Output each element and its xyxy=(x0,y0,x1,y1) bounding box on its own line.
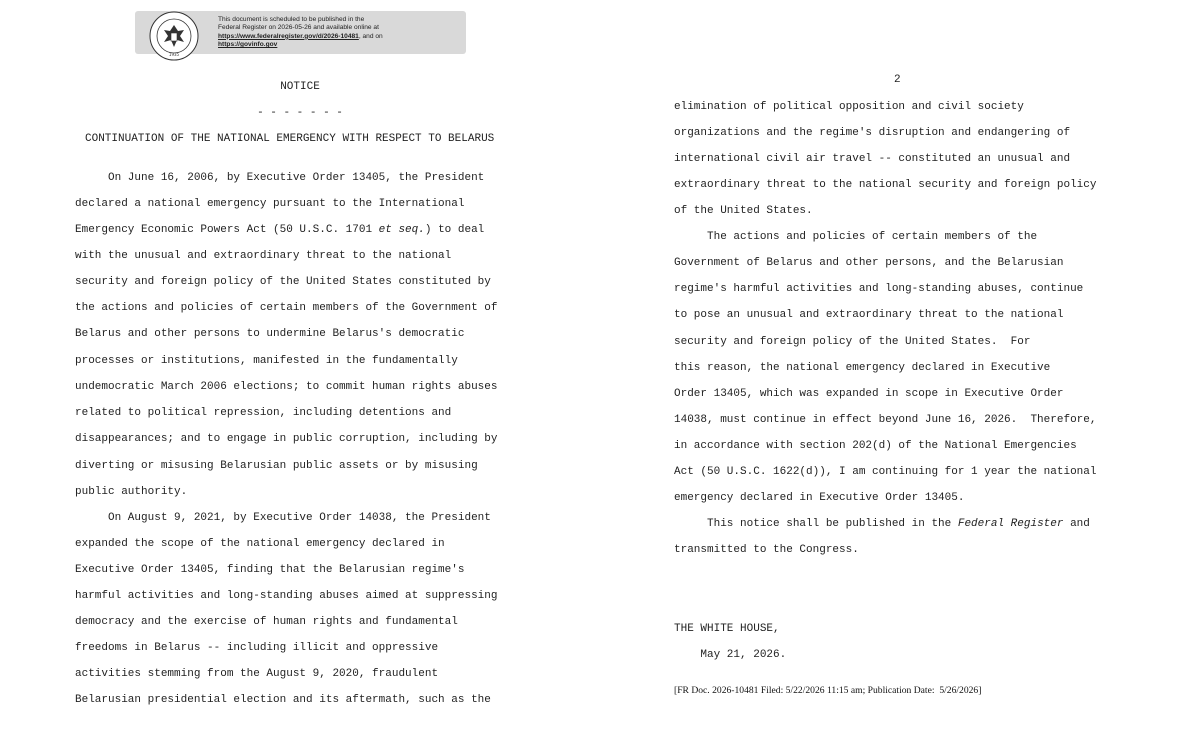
right-p2-line-1: The actions and policies of certain members of the xyxy=(674,231,1038,243)
federal-register-italic: Federal Register xyxy=(957,518,1064,530)
right-p1-line-1: elimination of political opposition and civil society xyxy=(674,101,1024,113)
seal-year: 1935 xyxy=(168,52,180,57)
notice-heading: NOTICE xyxy=(280,81,320,93)
left-p1-line-7: Belarus and other persons to undermine Belarus's democratic xyxy=(75,328,465,340)
right-p2-line-3: regime's harmful activities and long-standing abuses, continue xyxy=(674,283,1084,295)
banner-text xyxy=(218,16,458,50)
left-p1-line-3-a: Emergency Economic Powers Act (50 U.S.C. 1701 xyxy=(75,224,379,236)
right-p2-line-6: this reason, the national emergency declared in Executive xyxy=(674,362,1051,374)
right-p3-line-1-a: This notice shall be published in the xyxy=(674,518,958,530)
right-p2-line-11: emergency declared in Executive Order 13405. xyxy=(674,492,965,504)
signature-date: May 21, 2026. xyxy=(674,649,787,661)
right-p3-line-1-b: and xyxy=(1063,518,1090,530)
left-p2-line-3: Executive Order 13405, finding that the Belarusian regime's xyxy=(75,564,465,576)
left-p1-line-3 xyxy=(75,224,484,237)
left-p2-line-7: activities stemming from the August 9, 2020, fraudulent xyxy=(75,668,439,680)
federal-register-link[interactable]: https://www.federalregister.gov/d/2026-10481 xyxy=(218,32,359,40)
right-p2-line-2: Government of Belarus and other persons, and the Belarusian xyxy=(674,257,1064,269)
left-p1-line-6: the actions and policies of certain members of the Government of xyxy=(75,302,498,314)
banner-line-2: Federal Register on 2026-05-26 and available online at xyxy=(218,24,379,32)
right-p3-line-1 xyxy=(674,518,1090,531)
left-p1-line-10: related to political repression, including detentions and xyxy=(75,407,452,419)
left-p2-line-2: expanded the scope of the national emergency declared in xyxy=(75,538,445,550)
right-p2-line-8: 14038, must continue in effect beyond June 16, 2026. Therefore, xyxy=(674,414,1097,426)
left-p1-line-11: disappearances; and to engage in public corruption, including by xyxy=(75,433,498,445)
federal-register-seal-icon xyxy=(149,11,199,61)
banner-line-4 xyxy=(218,41,458,49)
left-p1-line-3-italic: et seq. xyxy=(378,224,425,236)
left-p2-line-8: Belarusian presidential election and its aftermath, such as the xyxy=(75,694,491,706)
document-title: CONTINUATION OF THE NATIONAL EMERGENCY WITH RESPECT TO BELARUS xyxy=(85,133,495,145)
fr-doc-footer: [FR Doc. 2026-10481 Filed: 5/22/2026 11:15 am; Publication Date: 5/26/2026] xyxy=(674,685,982,696)
right-p2-line-9: in accordance with section 202(d) of the National Emergencies xyxy=(674,440,1077,452)
right-p1-line-5: of the United States. xyxy=(674,205,813,217)
signature-place: THE WHITE HOUSE, xyxy=(674,623,780,635)
right-p1-line-3: international civil air travel -- constituted an unusual and xyxy=(674,153,1071,165)
publication-banner xyxy=(135,11,466,57)
left-p1-line-4: with the unusual and extraordinary threat to the national xyxy=(75,250,452,262)
left-p2-line-6: freedoms in Belarus -- including illicit and oppressive xyxy=(75,642,439,654)
left-p2-line-4: harmful activities and long-standing abuses aimed at suppressing xyxy=(75,590,498,602)
left-p1-line-1: On June 16, 2006, by Executive Order 13405, the President xyxy=(75,172,485,184)
right-p2-line-10: Act (50 U.S.C. 1622(d)), I am continuing for 1 year the national xyxy=(674,466,1097,478)
left-p1-line-8: processes or institutions, manifested in the fundamentally xyxy=(75,355,458,367)
govinfo-link[interactable]: https://govinfo.gov xyxy=(218,41,278,49)
page-number: 2 xyxy=(894,74,901,86)
right-p1-line-2: organizations and the regime's disruption and endangering of xyxy=(674,127,1071,139)
banner-line-1: This document is scheduled to be published in the xyxy=(218,16,365,23)
heading-separator: - - - - - - - xyxy=(257,107,343,119)
right-p1-line-4: extraordinary threat to the national security and foreign policy xyxy=(674,179,1097,191)
banner-and-on: , and on xyxy=(358,32,383,40)
left-p1-line-3-b: ) to deal xyxy=(424,224,485,236)
left-p2-line-5: democracy and the exercise of human rights and fundamental xyxy=(75,616,458,628)
right-p2-line-7: Order 13405, which was expanded in scope in Executive Order xyxy=(674,388,1064,400)
left-p1-line-12: diverting or misusing Belarusian public assets or by misusing xyxy=(75,460,478,472)
right-p2-line-4: to pose an unusual and extraordinary threat to the national xyxy=(674,309,1064,321)
left-p1-line-13: public authority. xyxy=(75,486,188,498)
left-p2-line-1: On August 9, 2021, by Executive Order 14038, the President xyxy=(75,512,491,524)
right-p2-line-5: security and foreign policy of the United States. For xyxy=(674,336,1031,348)
left-p1-line-5: security and foreign policy of the United States constituted by xyxy=(75,276,491,288)
left-p1-line-9: undemocratic March 2006 elections; to commit human rights abuses xyxy=(75,381,498,393)
right-p3-line-2: transmitted to the Congress. xyxy=(674,544,859,556)
left-p1-line-2: declared a national emergency pursuant to the International xyxy=(75,198,465,210)
banner-line-3 xyxy=(218,33,458,41)
